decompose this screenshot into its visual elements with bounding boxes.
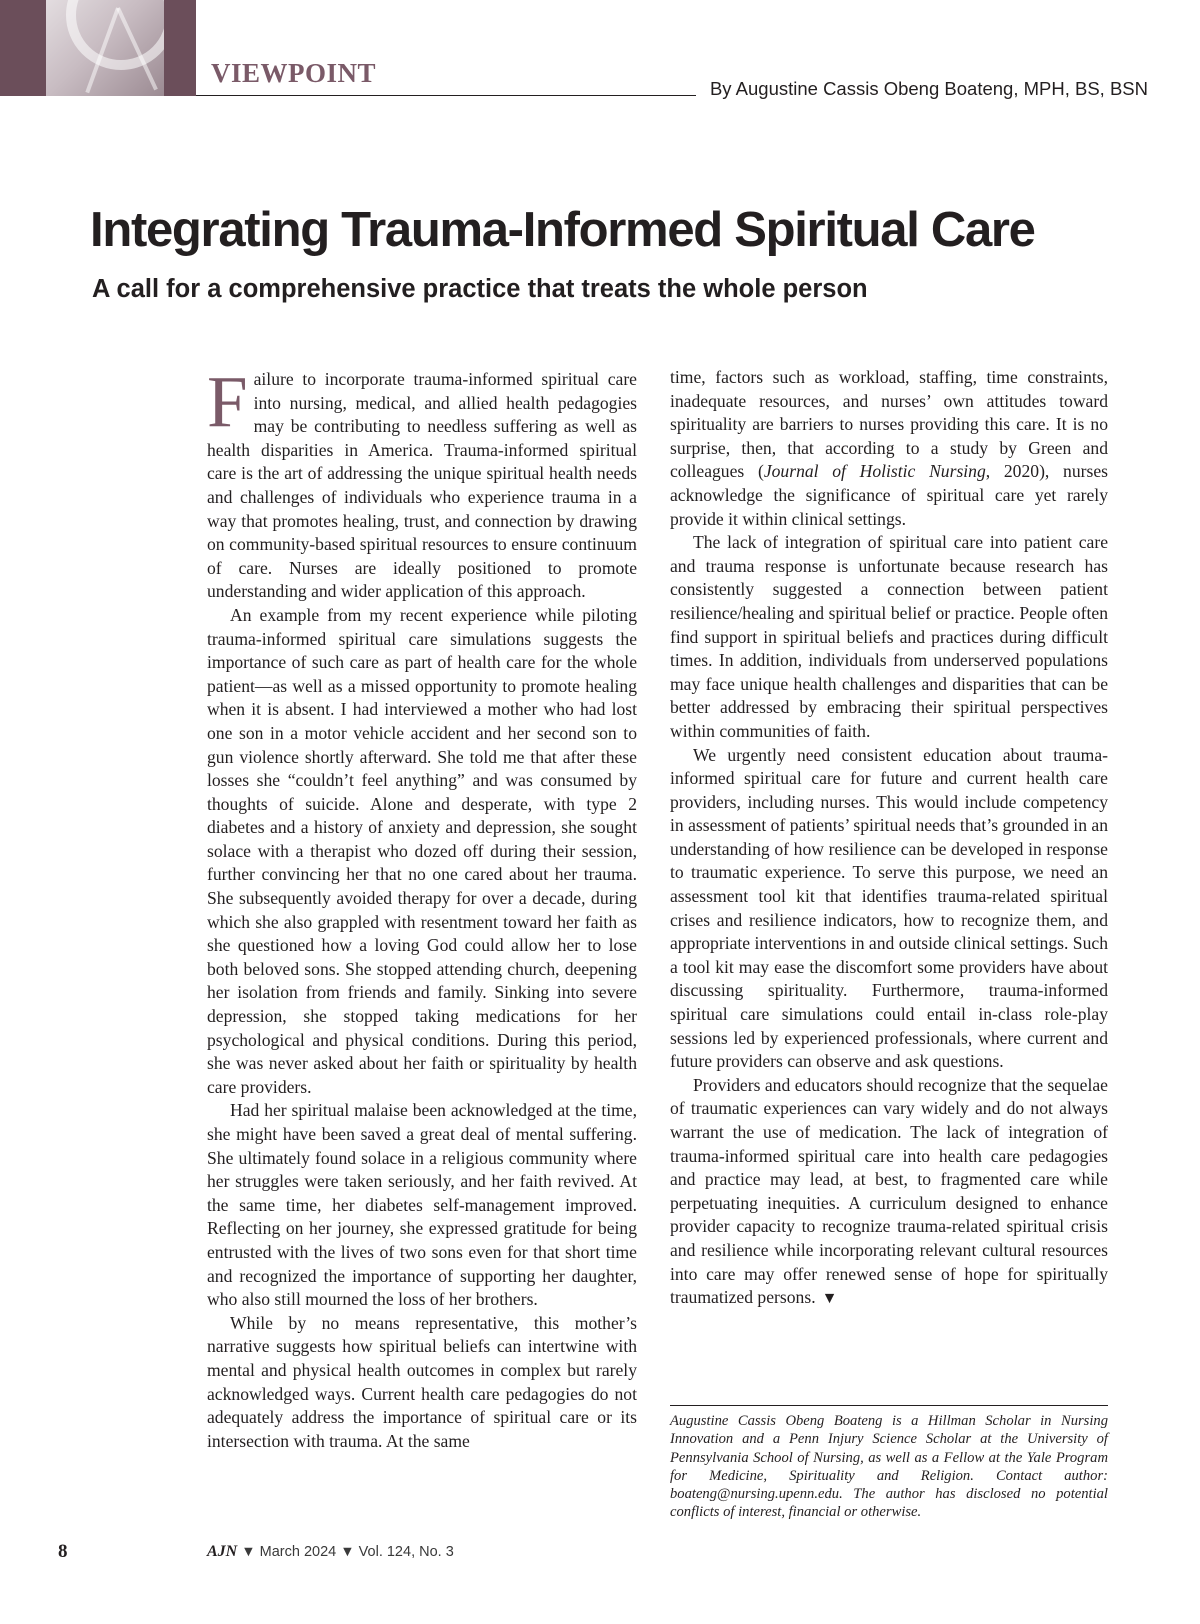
separator-icon: ▼ <box>241 1544 256 1560</box>
header-photo <box>0 0 196 96</box>
separator-icon: ▼ <box>340 1544 355 1560</box>
body-paragraph: Had her spiritual malaise been acknowledged at the time, she might have been saved a great deal of mental suffering. She ultimately found solace in a religious community where her struggles were taken seriously, and her faith revived. At the same time, her diabetes self-management improved. Reflecting on her journey, she expressed gratitude for being entrusted with the lives of two sons even for that short time and recognized the importance of supporting her daughter, who also still mourned the loss of her brothers. <box>207 1100 637 1310</box>
section-label: VIEWPOINT <box>211 58 377 88</box>
body-paragraph: Providers and educators should recognize that the sequelae of traumatic experiences can vary widely and do not always warrant the use of medication. The lack of integration of trauma-informed spiritual care into health care pedagogies and practice may lead, at best, to fragmented care while perpetuating inequities. A curriculum designed to enhance provider capacity to recognize trauma-related spiritual crisis and resilience while incorporating relevant cultural resources into care may offer renewed sense of hope for spiritually traumatized persons. ▼ <box>670 1074 1108 1308</box>
body-paragraph: The lack of integration of spiritual care into patient care and trauma response is unfortunate because research has consistently suggested a connection between patient resilience/healing and spiritual belief or practice. People often find support in spiritual beliefs and practices during difficult times. In addition, individuals from underserved populations may face unique health challenges and disparities that can be better addressed by embracing their spiritual perspectives within communities of faith. <box>670 532 1108 741</box>
journal-name: AJN <box>207 1543 238 1560</box>
article-title: Integrating Trauma-Informed Spiritual Care <box>90 203 1035 257</box>
page-number: 8 <box>58 1541 68 1562</box>
body-paragraph: We urgently need consistent education about trauma-informed spiritual care for future and current health care providers, including nurses. This would include competency in assessment of patients’ spiritual needs that’s grounded in an understanding of how resilience can be developed in response to traumatic experience. To serve this purpose, we need an assessment tool kit that identifies trauma-related spiritual crises and resilience indicators, how to recognize them, and appropriate interventions in and outside clinical settings. Such a tool kit may ease the discomfort some providers have about discussing spirituality. Furthermore, trauma-informed spiritual care simulations could entail in-class role-play sessions led by experienced professionals, where current and future providers can observe and ask questions. <box>670 744 1108 1072</box>
byline: By Augustine Cassis Obeng Boateng, MPH, BS, BSN <box>709 78 1148 99</box>
body-paragraph: An example from my recent experience while piloting trauma-informed spiritual care simulations suggests the importance of such care as part of health care for the whole patient—as well as a missed opportunity to promote healing when it is absent. I had interviewed a mother who had lost one son in a motor vehicle accident and her second son to gun violence shortly afterward. She told me that after these losses she “couldn’t feel anything” and was consumed by thoughts of suicide. Alone and desperate, with type 2 diabetes and a history of anxiety and depression, she sought solace with a therapist who dozed off during their session, further convincing her that no one cared about her trauma. She subsequently avoided therapy for over a decade, during which she also grappled with resentment toward her faith as she questioned how a loving God could allow her to lose both beloved sons. She stopped attending church, deepening her isolation from friends and family. Sinking into severe depression, she stopped taking medications for her psychological and physical conditions. During this period, she was never asked about her faith or spirituality by health care providers. <box>207 604 637 1097</box>
article-subtitle: A call for a comprehensive practice that treats the whole person <box>92 275 868 303</box>
issue-date: March 2024 <box>259 1544 337 1560</box>
bio-divider <box>670 1405 1108 1406</box>
right-column <box>670 366 1108 1311</box>
body-paragraph: While by no means representative, this mother’s narrative suggests how spiritual beliefs can intertwine with mental and physical health outcomes in complex but rarely acknowledged ways. Current health care pedagogies do not adequately address the importance of spiritual care or its intersection with trauma. At the same <box>207 1312 637 1451</box>
body-paragraph: Failure to incorporate trauma-informed spiritual care into nursing, medical, and allied health pedagogies may be contributing to needless suffering as well as health disparities in America. Trauma-informed spiritual care is the art of addressing the unique spiritual health needs and challenges of individuals who experience trauma in a way that promotes healing, trust, and connection by drawing on community-based spiritual resources to ensure continuum of care. Nurses are ideally positioned to promote understanding and wider application of this approach. <box>207 361 637 602</box>
left-column <box>207 361 637 1453</box>
drop-cap: F <box>207 361 248 442</box>
journal-footer <box>207 1543 454 1561</box>
journal-citation: Journal of Holistic Nursing <box>763 461 986 482</box>
author-bio: Augustine Cassis Obeng Boateng is a Hillman Scholar in Nursing Innovation and a Penn Injury Science Scholar at the University of Pennsylvania School of Nursing, as well as a Fellow at the Yale Program for Medicine, Spirituality and Religion. Contact author: boateng@nursing.upenn.edu. The author has disclosed no potential conflicts of interest, financial or otherwise. <box>670 1413 1108 1521</box>
body-paragraph: time, factors such as workload, staffing, time constraints, inadequate resources, and nurses’ own attitudes toward spirituality are barriers to nurses providing this care. It is no surprise, then, that according to a study by Green and colleagues (Journal of Holistic Nursing, 2020), nurses acknowledge the significance of spiritual care yet rarely provide it within clinical settings. <box>670 367 1108 529</box>
header-divider <box>196 95 696 96</box>
end-of-article-icon: ▼ <box>821 1290 838 1308</box>
volume-issue: Vol. 124, No. 3 <box>358 1544 454 1560</box>
